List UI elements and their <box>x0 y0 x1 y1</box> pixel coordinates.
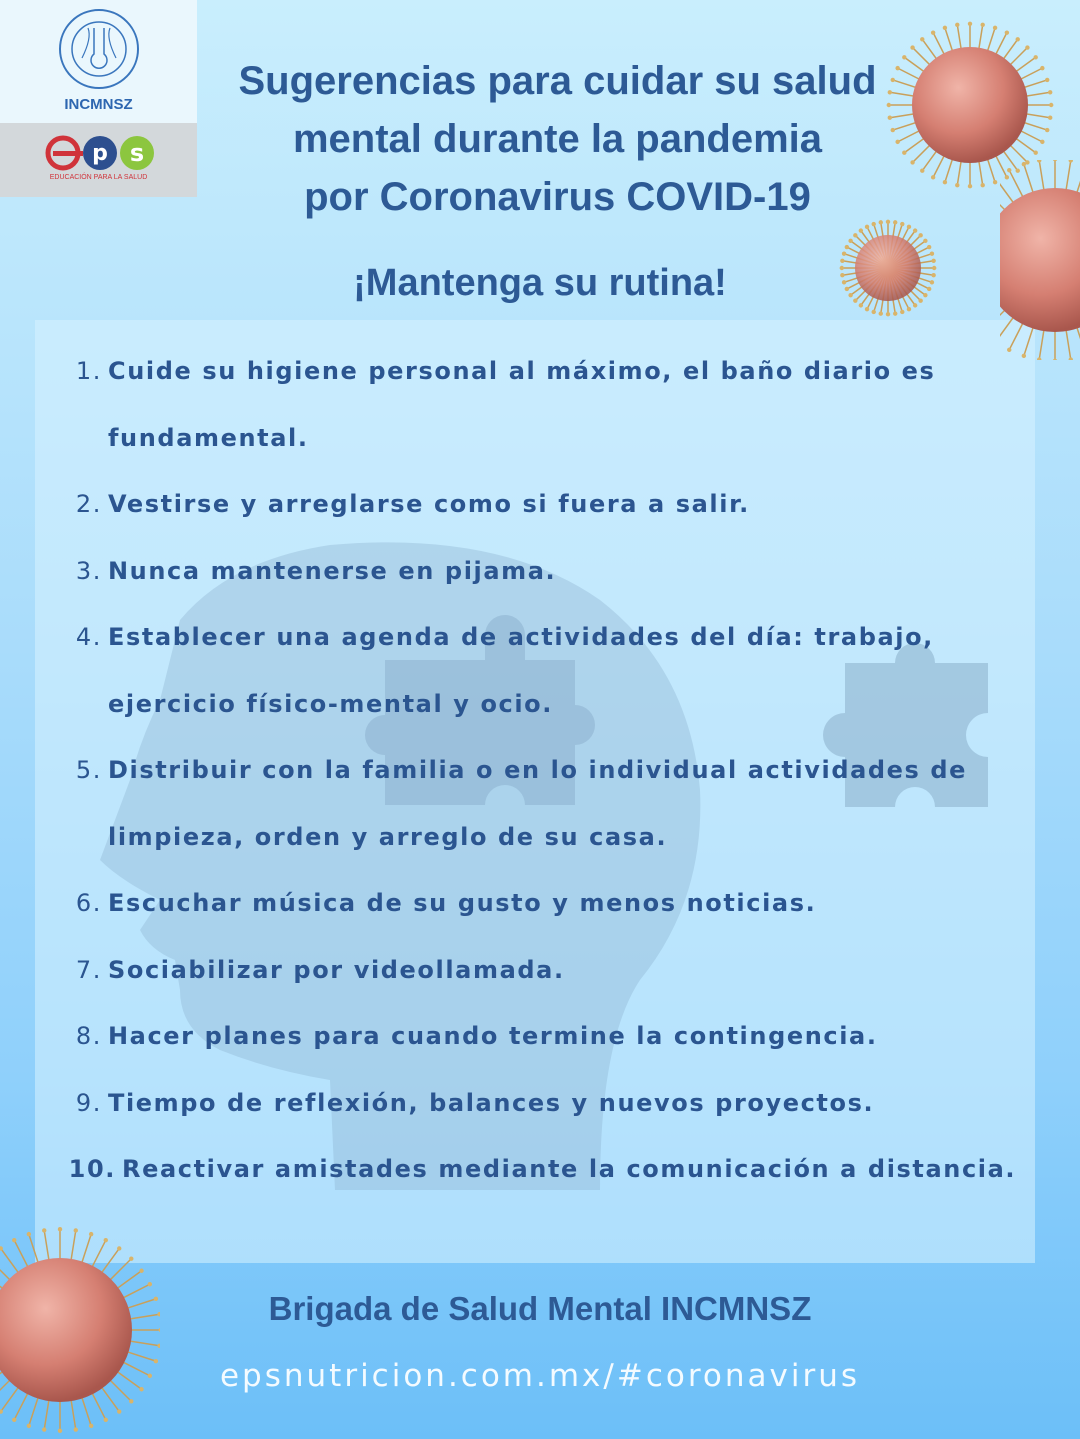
virus-spike-tip <box>907 225 911 229</box>
virus-spike-tip <box>895 66 899 70</box>
list-item <box>60 937 1035 1004</box>
virus-spike-tip <box>879 311 883 315</box>
virus-spike-tip <box>117 1246 121 1250</box>
virus-spike-tip <box>89 1232 93 1236</box>
tips-list <box>60 338 1035 1203</box>
virus-spike-tip <box>993 180 997 184</box>
virus-spike-tip <box>865 225 869 229</box>
item-text: Distribuir con la familia o en lo individual actividades de limpieza, orden y arreglo de su casa. <box>108 756 968 851</box>
virus-spike-tip <box>840 273 844 277</box>
virus-spike-tip <box>981 183 985 187</box>
virus-spike-tip <box>1005 30 1009 34</box>
virus-spike-tip <box>1040 140 1044 144</box>
virus-spike-tip <box>872 310 876 314</box>
virus-spike-tip <box>918 233 922 237</box>
virus-icon <box>0 1225 160 1435</box>
virus-spike-tip <box>842 252 846 256</box>
virus-spike-tip <box>859 228 863 232</box>
virus-spike-tip <box>104 1238 108 1242</box>
virus-spike-tip <box>902 55 906 59</box>
virus-spike-tip <box>42 1427 46 1431</box>
virus-spike-tip <box>1053 160 1057 161</box>
list-item <box>60 1136 1035 1203</box>
item-number: 3. <box>75 556 102 585</box>
incmnsz-label: INCMNSZ <box>64 96 133 113</box>
virus-spike-tip <box>865 307 869 311</box>
virus-spike-tip <box>931 259 935 263</box>
virus-spike-tip <box>1069 160 1073 163</box>
virus-spike-tip <box>927 245 931 249</box>
virus-spike-tip <box>74 1427 78 1431</box>
virus-spike-tip <box>930 252 934 256</box>
virus-spike-tip <box>1007 348 1011 352</box>
virus-spike-tip <box>129 1399 133 1403</box>
virus-spike-tip <box>930 280 934 284</box>
virus-spike-tip <box>888 116 892 120</box>
virus-spike-tip <box>920 37 924 41</box>
virus-spike-tip <box>117 1409 121 1413</box>
virus-spike-tip <box>910 45 914 49</box>
item-text: Establecer una agenda de actividades del día: trabajo, ejercicio físico-mental y ocio. <box>108 623 934 718</box>
virus-spike-tip <box>913 228 917 232</box>
virus-spike-tip <box>932 266 936 270</box>
virus-spike-tip <box>12 1238 16 1242</box>
list-item <box>60 538 1035 605</box>
virus-spike-tip <box>1007 168 1011 172</box>
brigade-label: Brigada de Salud Mental INCMNSZ <box>268 1290 812 1327</box>
list-item <box>60 1003 1035 1070</box>
virus-spike-tip <box>1048 90 1052 94</box>
virus-spike-tip <box>943 180 947 184</box>
subtitle: ¡Mantenga su rutina! <box>353 262 727 304</box>
title-line: Sugerencias para cuidar su salud <box>238 59 877 103</box>
item-text: Reactivar amistades mediante la comunicación a distancia. <box>122 1155 1017 1183</box>
virus-spike-tip <box>891 128 895 132</box>
virus-spike-tip <box>910 160 914 164</box>
virus-spike-tip <box>968 22 972 26</box>
virus-spike-tip <box>159 1328 160 1332</box>
virus-spike-tip <box>1037 357 1041 360</box>
list-item <box>60 604 1035 737</box>
item-number: 2. <box>75 490 102 518</box>
virus-spike-tip <box>1048 116 1052 120</box>
virus-spike-tip <box>955 183 959 187</box>
virus-spike-tip <box>848 293 852 297</box>
virus-spike-tip <box>900 310 904 314</box>
virus-spike-tip <box>923 239 927 243</box>
virus-spike-tip <box>1045 78 1049 82</box>
virus-spike-tip <box>157 1344 160 1348</box>
list-item <box>60 471 1035 538</box>
list-item <box>60 1070 1035 1137</box>
virus-spike-tip <box>42 1228 46 1232</box>
svg-text:p: p <box>92 141 108 166</box>
virus-spike-tip <box>887 103 891 107</box>
virus-spike-tip <box>840 266 844 270</box>
virus-spike-tip <box>927 287 931 291</box>
virus-spike-tip <box>139 1269 143 1273</box>
virus-spike-tip <box>1037 160 1041 163</box>
item-text: Nunca mantenerse en pijama. <box>108 556 557 585</box>
virus-spike-tip <box>893 220 897 224</box>
virus-spike-tip <box>129 1257 133 1261</box>
virus-spike-tip <box>902 151 906 155</box>
virus-spike-tip <box>1053 359 1057 360</box>
virus-spike-tip <box>27 1232 31 1236</box>
virus-spike-tip <box>920 168 924 172</box>
item-number: 5. <box>75 756 102 784</box>
virus-spike-tip <box>931 273 935 277</box>
item-number: 1. <box>75 357 102 385</box>
virus-spike-tip <box>104 1418 108 1422</box>
virus-spike-tip <box>895 140 899 144</box>
virus-spike-tip <box>913 303 917 307</box>
virus-spike-tip <box>1033 55 1037 59</box>
virus-spike-tip <box>888 90 892 94</box>
virus-spike-tip <box>58 1429 62 1433</box>
title-line: mental durante la pandemia <box>292 117 823 161</box>
virus-spike-tip <box>1069 357 1073 360</box>
virus-spike-tip <box>859 303 863 307</box>
website-link[interactable]: epsnutricion.com.mx/#coronavirus <box>219 1358 861 1394</box>
virus-icon <box>838 218 938 318</box>
eps-tagline: EDUCACIÓN PARA LA SALUD <box>49 174 148 181</box>
virus-spike-tip <box>12 1418 16 1422</box>
virus-spike-tip <box>148 1374 152 1378</box>
virus-spike-tip <box>893 311 897 315</box>
virus-spike-tip <box>1040 66 1044 70</box>
virus-spike-tip <box>918 298 922 302</box>
virus-spike-tip <box>1022 354 1026 358</box>
virus-spike-tip <box>853 298 857 302</box>
virus-spike-tip <box>845 287 849 291</box>
virus-spike-tip <box>879 220 883 224</box>
virus-spike-tip <box>840 259 844 263</box>
virus-spike-tip <box>154 1359 158 1363</box>
list-item <box>60 737 1035 870</box>
virus-spike-tip <box>1025 45 1029 49</box>
virus-spike-tip <box>907 307 911 311</box>
virus-spike-tip <box>931 175 935 179</box>
virus-spike-tip <box>845 245 849 249</box>
virus-spike-tip <box>900 222 904 226</box>
virus-spike-tip <box>955 23 959 27</box>
virus-spike-tip <box>139 1387 143 1391</box>
virus-spike-tip <box>1049 103 1053 107</box>
virus-spike-tip <box>931 30 935 34</box>
virus-spike-tip <box>1033 151 1037 155</box>
virus-spike-tip <box>58 1227 62 1231</box>
virus-spike-tip <box>981 23 985 27</box>
virus-spike-tip <box>891 78 895 82</box>
virus-spike-tip <box>1016 37 1020 41</box>
virus-spike-tip <box>872 222 876 226</box>
virus-spike-tip <box>89 1424 93 1428</box>
item-number: 4. <box>75 623 102 651</box>
item-number: 8. <box>75 1022 102 1050</box>
virus-spike-tip <box>27 1424 31 1428</box>
virus-spike-tip <box>853 233 857 237</box>
virus-spike-tip <box>968 184 972 188</box>
virus-spike-tip <box>886 312 890 316</box>
item-text: Tiempo de reflexión, balances y nuevos proyectos. <box>108 1088 875 1117</box>
virus-spike-tip <box>848 239 852 243</box>
item-number: 7. <box>75 955 102 984</box>
virus-spike-tip <box>154 1297 158 1301</box>
item-text: Escuchar música de su gusto y menos noticias. <box>108 889 817 917</box>
item-text: Hacer planes para cuando termine la contingencia. <box>108 1022 878 1050</box>
virus-spike-tip <box>1045 128 1049 132</box>
item-text: Vestirse y arreglarse como si fuera a salir. <box>108 490 750 518</box>
list-item <box>60 870 1035 937</box>
virus-spike-tip <box>842 280 846 284</box>
item-number: 10. <box>68 1155 116 1183</box>
title-line: por Coronavirus COVID-19 <box>304 175 811 219</box>
item-text: Cuide su higiene personal al máximo, el baño diario es fundamental. <box>108 357 936 452</box>
virus-spike-tip <box>157 1312 160 1316</box>
virus-spike-tip <box>1022 162 1026 166</box>
virus-spike-tip <box>74 1228 78 1232</box>
virus-spike-tip <box>943 26 947 30</box>
item-number: 6. <box>75 889 102 917</box>
virus-spike-tip <box>993 26 997 30</box>
item-text: Sociabilizar por videollamada. <box>108 955 565 984</box>
svg-text:s: s <box>129 139 145 167</box>
virus-spike-tip <box>886 220 890 224</box>
item-number: 9. <box>75 1088 102 1117</box>
virus-spike-tip <box>148 1282 152 1286</box>
virus-spike-tip <box>923 293 927 297</box>
virus-icon <box>1000 160 1080 360</box>
list-item <box>60 338 1035 471</box>
